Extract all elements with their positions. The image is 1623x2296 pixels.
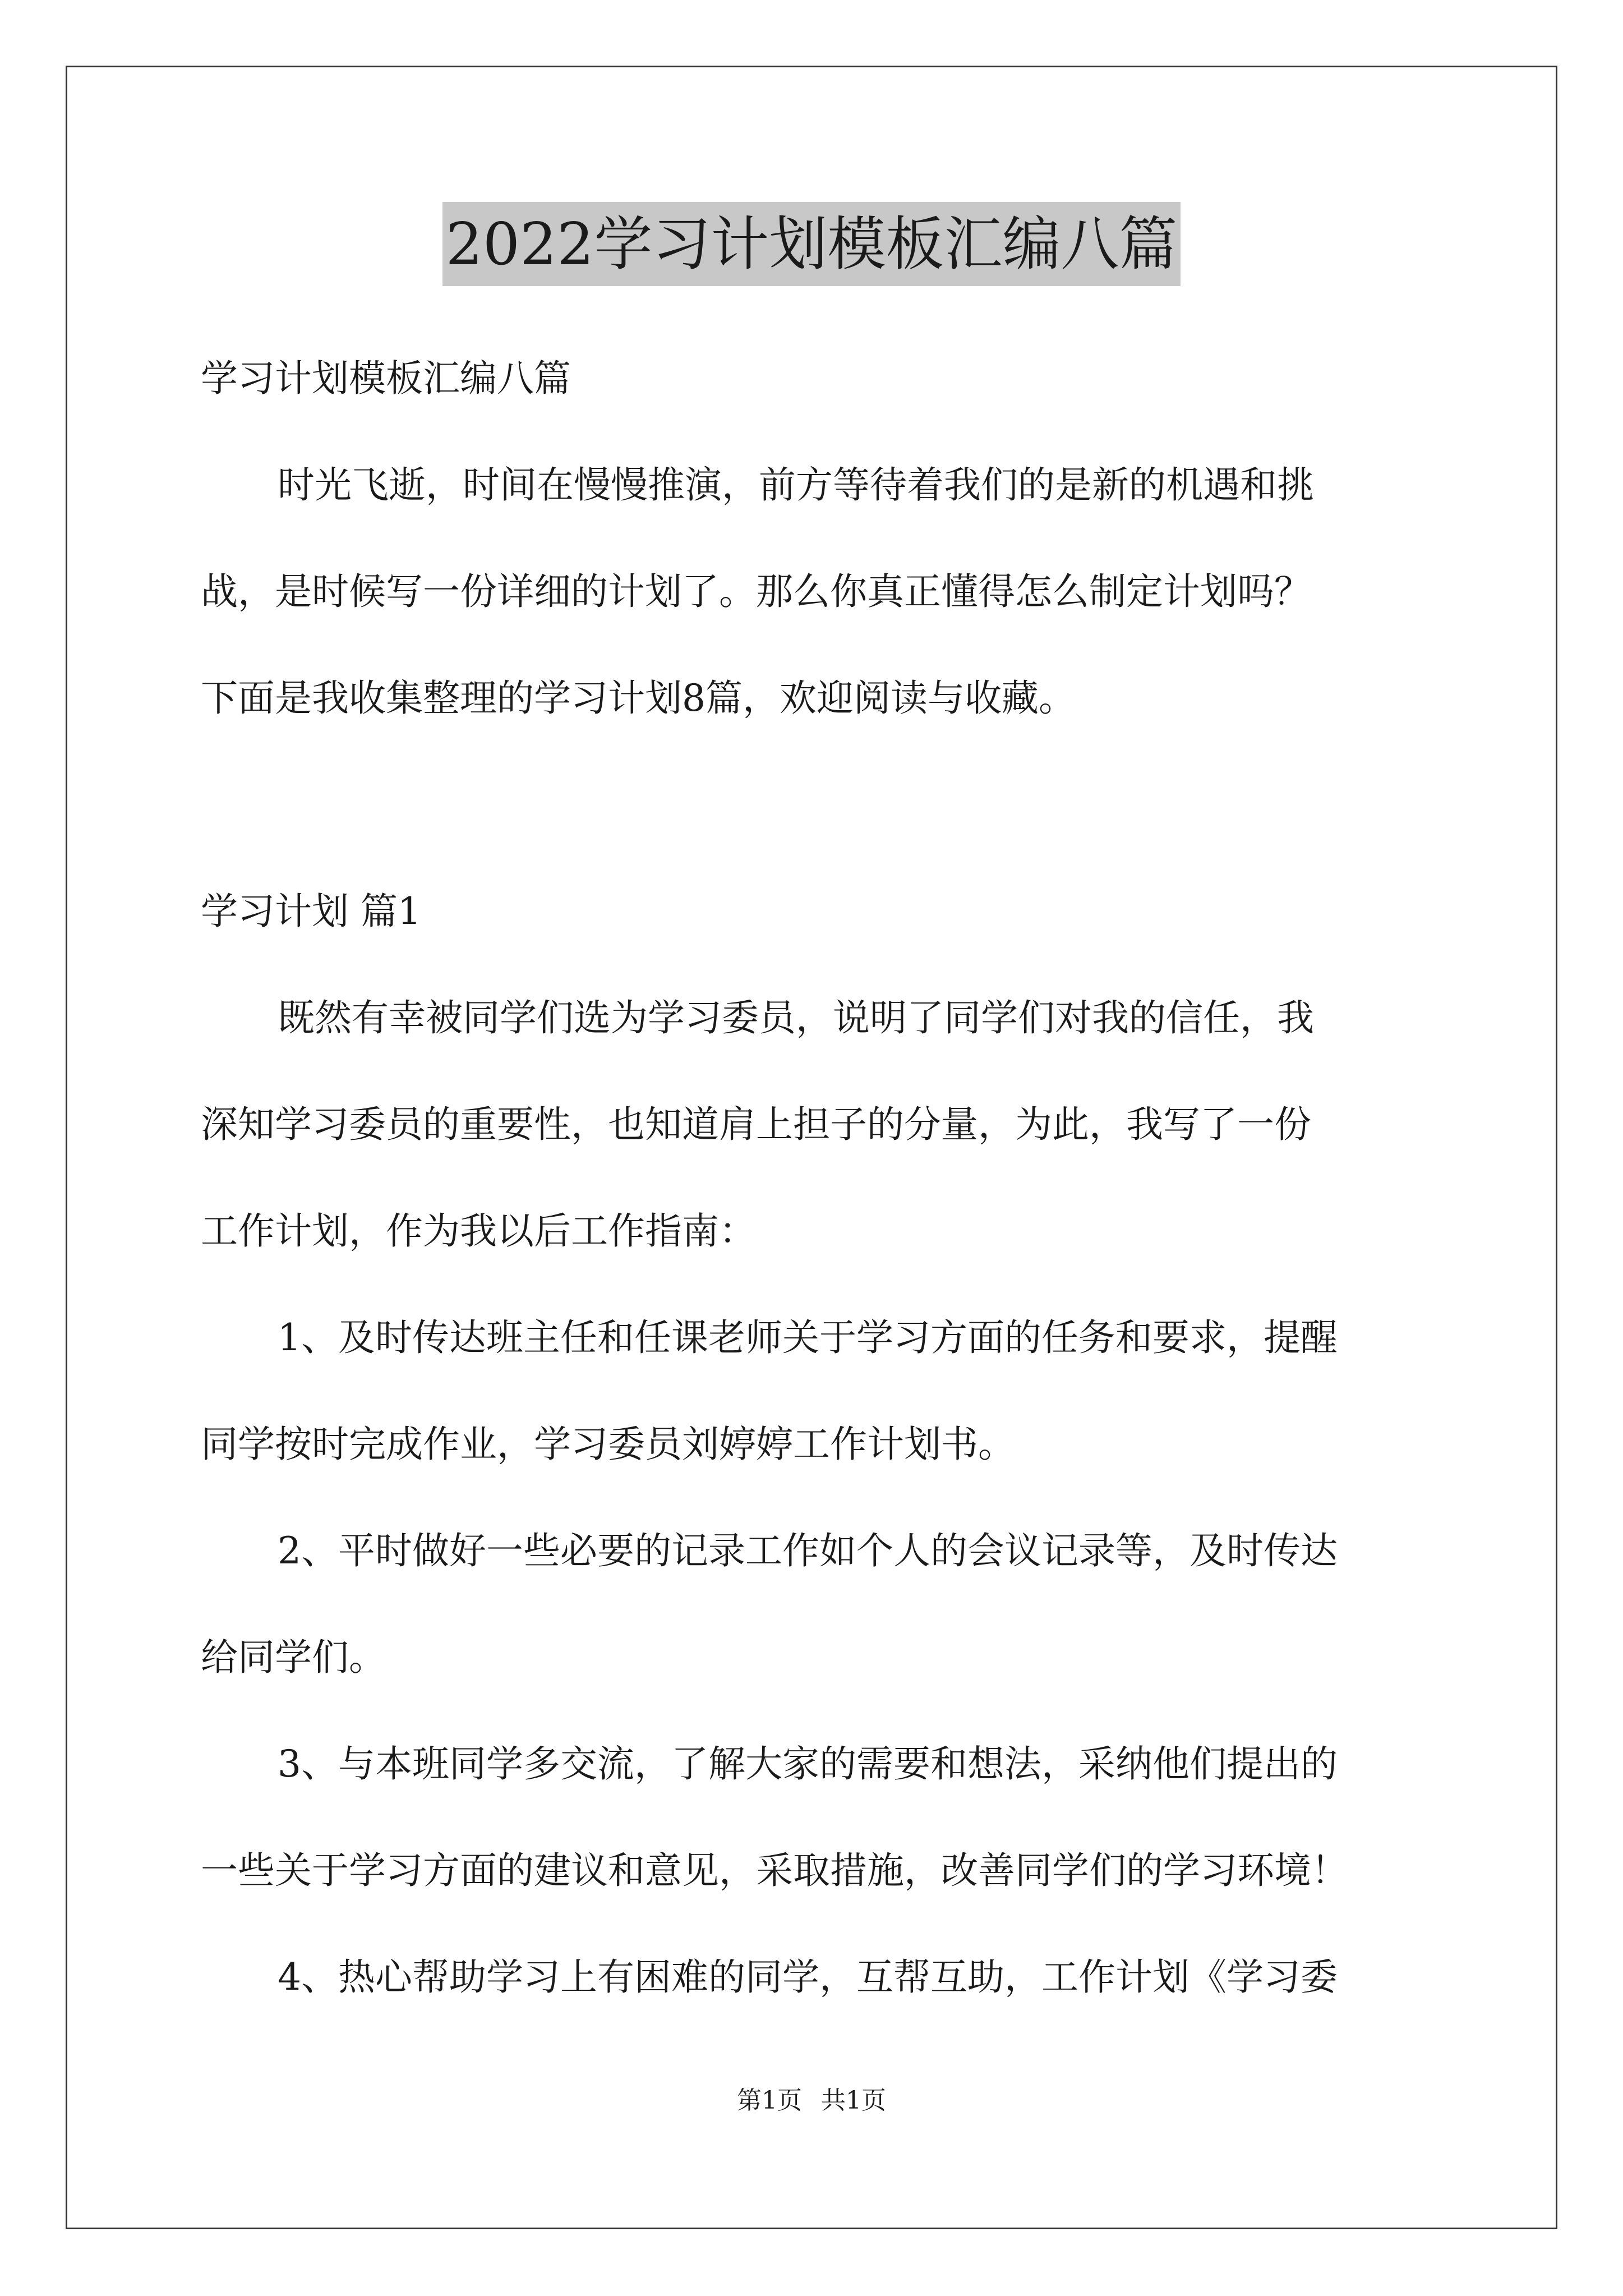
page-footer — [0, 2084, 1623, 2118]
body-line: 工作计划，作为我以后工作指南： — [201, 1209, 756, 1253]
body-line: 一些关于学习方面的建议和意见，采取措施，改善同学们的学习环境！ — [201, 1849, 1348, 1892]
title-container — [0, 202, 1623, 286]
page-number: 第1页 — [737, 2086, 802, 2115]
body-line: 2、平时做好一些必要的记录工作如个人的会议记录等，及时传达 — [278, 1529, 1338, 1572]
body-line: 下面是我收集整理的学习计划8篇，欢迎阅读与收藏。 — [201, 677, 1076, 720]
body-line: 既然有幸被同学们选为学习委员，说明了同学们对我的信任，我 — [278, 996, 1314, 1039]
subtitle-line: 学习计划模板汇编八篇 — [201, 357, 571, 400]
body-line: 1、及时传达班主任和任课老师关于学习方面的任务和要求，提醒 — [278, 1316, 1338, 1359]
section-heading: 学习计划 篇1 — [201, 890, 421, 933]
body-line: 战，是时候写一份详细的计划了。那么你真正懂得怎么制定计划吗？ — [201, 570, 1311, 613]
body-line: 时光飞逝，时间在慢慢推演，前方等待着我们的是新的机遇和挑 — [278, 463, 1314, 507]
body-line: 同学按时完成作业，学习委员刘婷婷工作计划书。 — [201, 1423, 1015, 1466]
body-line: 深知学习委员的重要性，也知道肩上担子的分量，为此，我写了一份 — [201, 1103, 1311, 1146]
body-line: 3、与本班同学多交流，了解大家的需要和想法，采纳他们提出的 — [278, 1742, 1338, 1786]
document-title: 2022学习计划模板汇编八篇 — [442, 202, 1181, 286]
body-line: 4、热心帮助学习上有困难的同学，互帮互助，工作计划《学习委 — [278, 1955, 1338, 1999]
page-total: 共1页 — [821, 2086, 886, 2115]
body-line: 给同学们。 — [201, 1636, 386, 1679]
